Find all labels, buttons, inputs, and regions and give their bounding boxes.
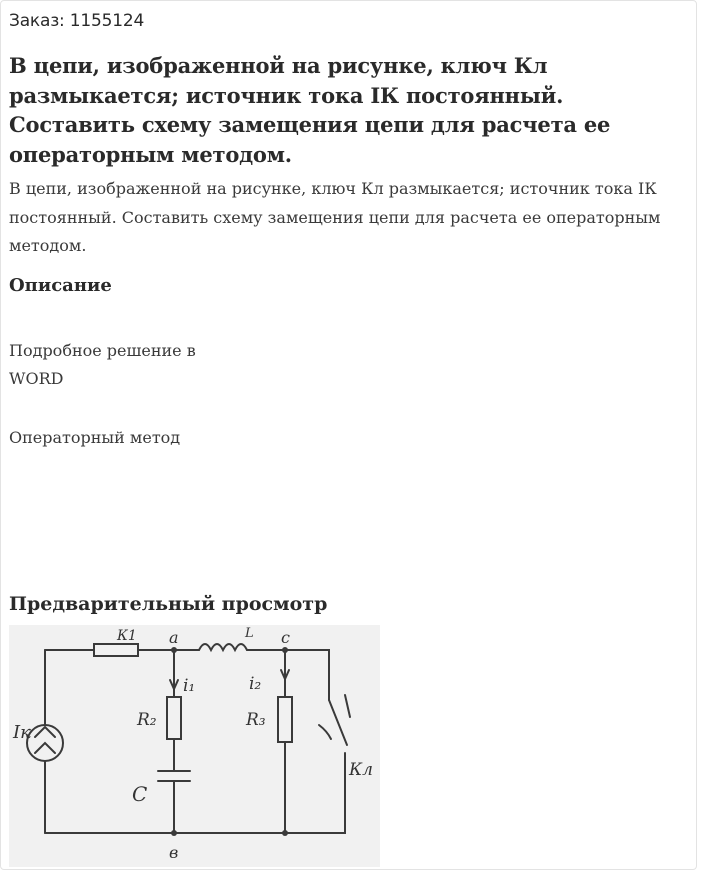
label-c: c [281,628,290,647]
label-b: в [169,843,179,862]
inductor-l [199,644,247,650]
label-kl: Кл [349,760,373,780]
label-ik: Iк [13,722,31,743]
resistor-k1 [94,644,138,656]
capacitor-c [158,771,190,781]
task-text: В цепи, изображенной на рисунке, ключ Кл размыкается; источник тока IК постоянный. Составить схему замещения цепи для расчета ее операторным методом. [9,179,661,255]
node-c [282,647,288,653]
resistor-r2 [167,697,181,739]
node-bottom-r3 [282,830,288,836]
switch-kl-mark [345,695,350,717]
label-r3: R₃ [246,710,266,730]
switch-arrow [319,725,331,739]
label-i2: i₂ [249,674,262,694]
description-heading: Описание [9,275,112,296]
label-l: L [245,626,254,641]
node-b [171,830,177,836]
page-title: В цепи, изображенной на рисунке, ключ Кл размыкается; источник тока IК постоянный. Составить схему замещения цепи для расчета ее операторным методом. [9,53,611,167]
source-arrow-icon [35,727,55,753]
resistor-r3 [278,697,292,742]
label-i1: i₁ [183,676,196,696]
description-line-word: Подробное решение в WORD [9,341,196,388]
description-line-method: Операторный метод [9,428,181,447]
preview-heading: Предварительный просмотр [9,593,328,615]
label-a: a [169,628,179,647]
circuit-diagram [9,625,380,867]
circuit-preview-image [9,625,380,867]
label-k1: К1 [117,628,137,644]
label-r2: R₂ [137,710,157,730]
label-c-cap: C [132,782,148,806]
order-number: Заказ: 1155124 [9,11,145,31]
node-a [171,647,177,653]
wire-bottom [45,753,345,833]
